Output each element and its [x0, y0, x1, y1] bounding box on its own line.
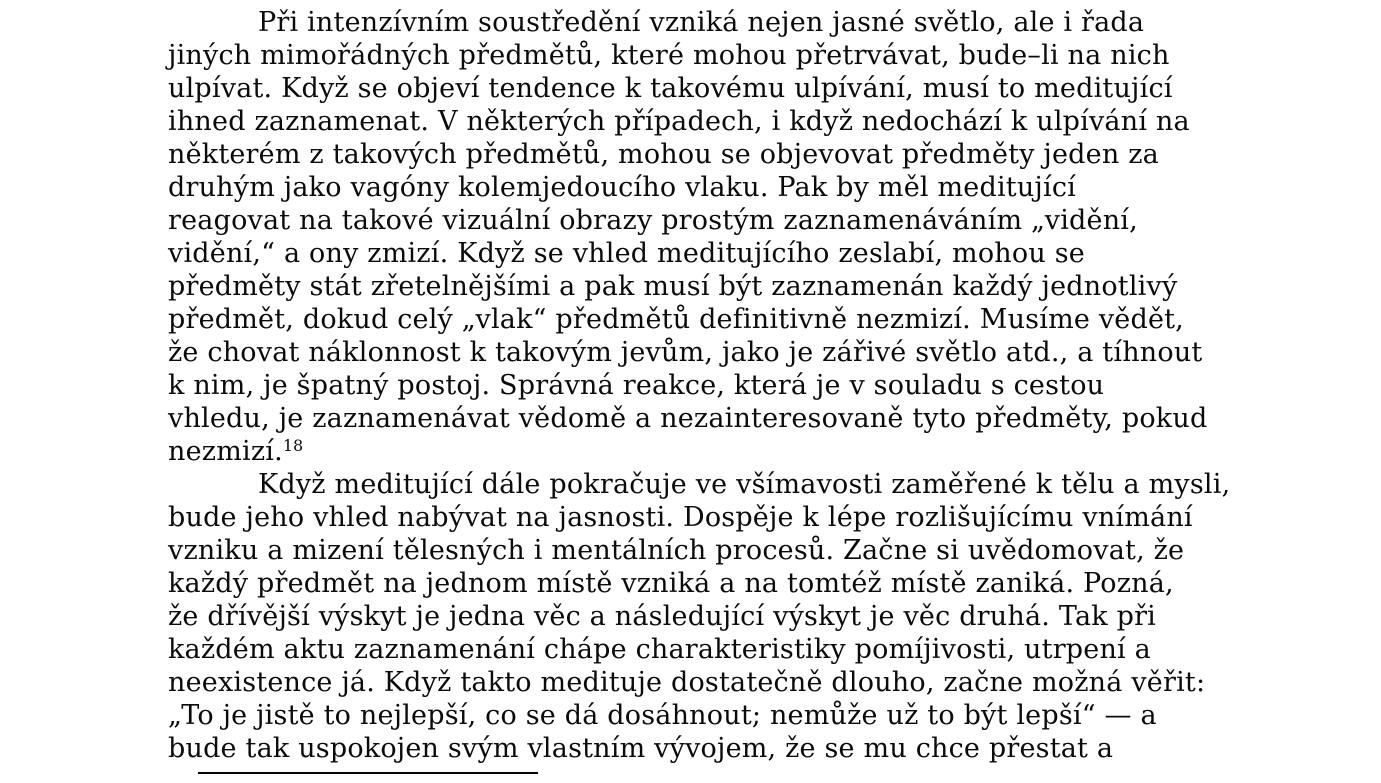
- text-line: Když meditující dále pokračuje ve všímavosti zaměřené k tělu a mysli,: [258, 469, 1231, 500]
- paragraph-2: [168, 468, 1348, 765]
- text-line: každý předmět na jednom místě vzniká a na tomtéž místě zaniká. Pozná,: [168, 568, 1174, 599]
- text-line: vzniku a mizení tělesných i mentálních procesů. Začne si uvědomovat, že: [168, 535, 1185, 566]
- text-line: „To je jistě to nejlepší, co se dá dosáhnout; nemůže už to být lepší“ — a: [168, 700, 1157, 731]
- text-line: neexistence já. Když takto medituje dostatečně dlouho, začne možná věřit:: [168, 667, 1206, 698]
- text-line: druhým jako vagóny kolemjedoucího vlaku. Pak by měl meditující: [168, 172, 1077, 203]
- text-line: nezmizí.$^{18}$: [168, 436, 304, 467]
- text-line: předměty stát zřetelnějšími a pak musí být zaznamenán každý jednotlivý: [168, 271, 1178, 302]
- text-line: že dřívější výskyt je jedna věc a následující výskyt je věc druhá. Tak při: [168, 601, 1157, 632]
- footnote-reference: 18: [282, 436, 304, 455]
- text-line: každém aktu zaznamenání chápe charakteristiky pomíjivosti, utrpení a: [168, 634, 1151, 665]
- text-line: vhledu, je zaznamenávat vědomě a nezainteresovaně tyto předměty, pokud: [168, 403, 1208, 434]
- text-line: ulpívat. Když se objeví tendence k takovému ulpívání, musí to meditující: [168, 73, 1173, 104]
- document-text: [168, 6, 1348, 765]
- text-line: předmět, dokud celý „vlak“ předmětů definitivně nezmizí. Musíme vědět,: [168, 304, 1184, 335]
- text-line: Při intenzívním soustředění vzniká nejen jasné světlo, ale i řada: [258, 7, 1145, 38]
- text-line: vidění,“ a ony zmizí. Když se vhled meditujícího zeslabí, mohou se: [168, 238, 1085, 269]
- text-line: bude jeho vhled nabývat na jasnosti. Dospěje k lépe rozlišujícímu vnímání: [168, 502, 1193, 533]
- text-line: ihned zaznamenat. V některých případech, i když nedochází k ulpívání na: [168, 106, 1190, 137]
- text-line: že chovat náklonnost k takovým jevům, jako je zářivé světlo atd., a tíhnout: [168, 337, 1203, 368]
- text-line: k nim, je špatný postoj. Správná reakce, která je v souladu s cestou: [168, 370, 1105, 401]
- footnote-separator-rule: [198, 772, 538, 774]
- text-line: bude tak uspokojen svým vlastním vývojem, že se mu chce přestat a: [168, 733, 1114, 764]
- text-line: některém z takových předmětů, mohou se objevovat předměty jeden za: [168, 139, 1159, 170]
- text-line: jiných mimořádných předmětů, které mohou přetrvávat, bude–li na nich: [168, 40, 1170, 71]
- text-line: reagovat na takové vizuální obrazy prostým zaznamenáváním „vidění,: [168, 205, 1138, 236]
- paragraph-1: [168, 6, 1348, 468]
